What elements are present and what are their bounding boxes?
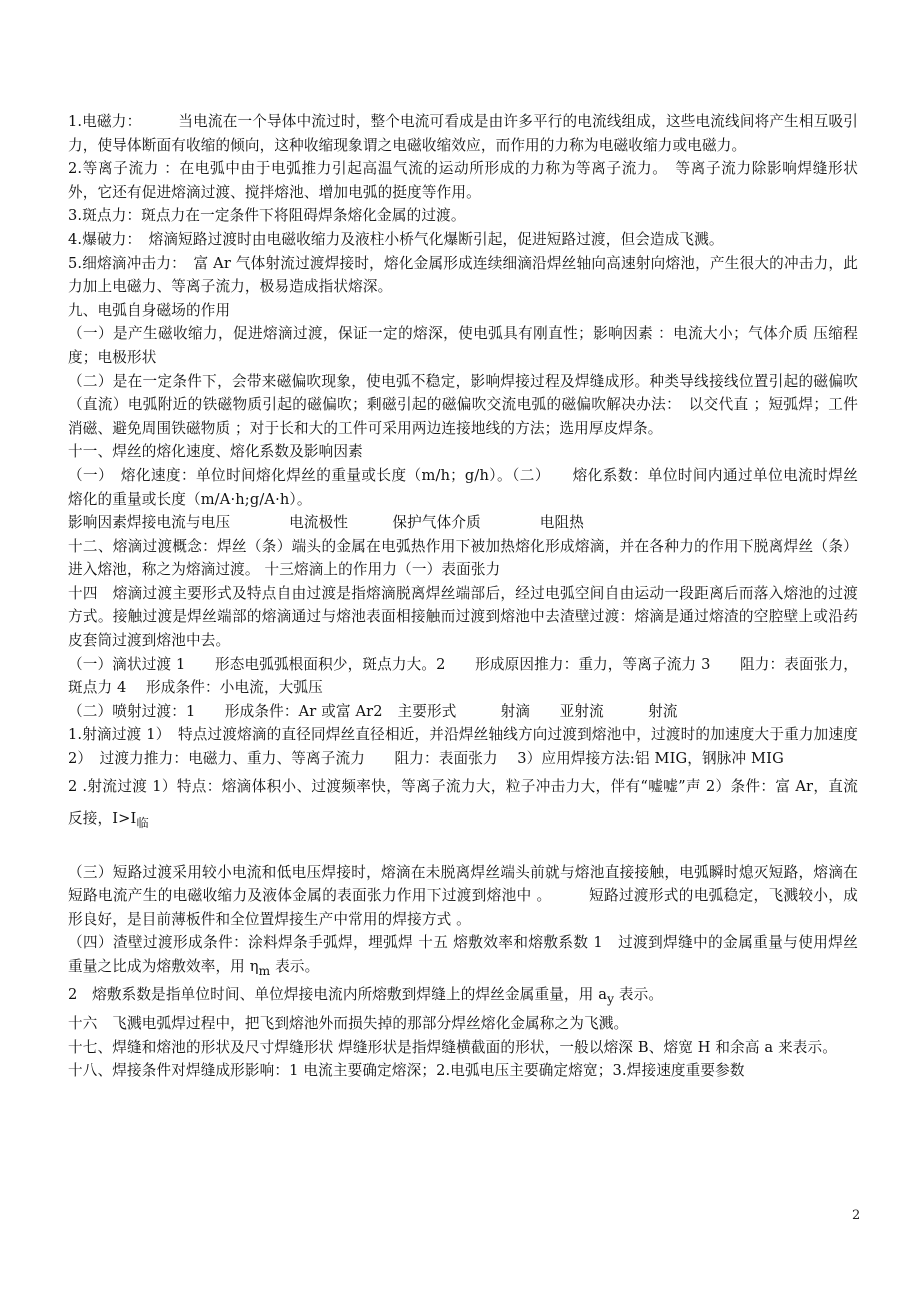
paragraph-deposition-coefficient bbox=[68, 983, 858, 1012]
paragraph-explosive-force: 4.爆破力： 熔滴短路过渡时由电磁收缩力及液柱小桥气化爆断引起，促进短路过渡，但会造成飞溅。 bbox=[68, 230, 724, 248]
paragraph-section-12-13: 十二、熔滴过渡概念：焊丝（条）端头的金属在电弧热作用下被加热熔化形成熔滴，并在各种力的作用下脱离焊丝（条）进入熔池，称之为熔滴过渡。 十三熔滴上的作用力（一）表面张力 bbox=[68, 537, 858, 579]
paragraph-droplet-impact-force: 5.细熔滴冲击力： 富 Ar 气体射流过渡焊接时，熔化金属形成连续细滴沿焊丝轴向高速射向熔池，产生很大的冲击力，此力加上电磁力、等离子流力，极易造成指状熔深。 bbox=[68, 254, 858, 296]
paragraph-section-9-part-2: （二）是在一定条件下，会带来磁偏吹现象，使电弧不稳定，影响焊接过程及焊缝成形。种类导线接线位置引起的磁偏吹（直流）电弧附近的铁磁物质引起的磁偏吹；剩磁引起的磁偏吹交流电弧的磁偏吹解决办法： 以交代直 ；短弧焊；工件消磁、避免周围铁磁物质 ；对于长和大的工件可采用两边连接地线的方法；选用厚皮焊条。 bbox=[68, 372, 858, 437]
paragraph-spot-force: 3.斑点力：斑点力在一定条件下将阻碍焊条熔化金属的过渡。 bbox=[68, 207, 466, 225]
paragraph-projected-transfer: 1.射滴过渡 1） 特点过渡熔滴的直径同焊丝直径相近，并沿焊丝轴线方向过渡到熔池中，过渡时的加速度大于重力加速度 2） 过渡力推力：电磁力、重力、等离子流力 阻力：表面张力 3）应用焊接方法:铝 MIG，钢脉冲 MIG bbox=[68, 726, 858, 768]
paragraph-short-circuit-transfer: （三）短路过渡采用较小电流和低电压焊接时，熔滴在未脱离焊丝端头前就与熔池直接接触，电弧瞬时熄灭短路，熔滴在短路电流产生的电磁收缩力及液体金属的表面张力作用下过渡到熔池中 。 短路过渡形式的电弧稳定，飞溅较小，成形良好，是目前薄板件和全位置焊接生产中常用的焊接方式 。 bbox=[68, 863, 858, 928]
slag-wall-tail: 表示。 bbox=[270, 957, 320, 975]
paragraph-plasma-flow-force: 2.等离子流力 ：在电弧中由于电弧推力引起高温气流的运动所形成的力称为等离子流力。 等离子流力除影响焊缝形状外，它还有促进熔滴过渡、搅拌熔池、增加电弧的挺度等作用。 bbox=[68, 160, 858, 201]
paragraph-section-14: 十四 熔滴过渡主要形式及特点自由过渡是指熔滴脱离焊丝端部后，经过电弧空间自由运动一段距离后而落入熔池的过渡方式。接触过渡是焊丝端部的熔滴通过与熔池表面相接触而过渡到熔池中去渣壁过渡：熔滴是通过熔渣的空腔壁上或沿药皮套筒过渡到熔池中去。 bbox=[68, 584, 858, 650]
paragraph-spray-transfer: （二）喷射过渡：1 形成条件：Ar 或富 Ar2 主要形式 射滴 亚射流 射流 bbox=[68, 702, 678, 720]
page-number: 2 bbox=[852, 1208, 861, 1223]
paragraph-section-17: 十七、焊缝和熔池的形状及尺寸焊缝形状 焊缝形状是指焊缝横截面的形状，一般以熔深 B、熔宽 H 和余高 a 来表示。 bbox=[68, 1038, 838, 1056]
paragraph-section-9-part-1: （一）是产生磁收缩力，促进熔滴过渡，保证一定的熔深，使电弧具有刚直性；影响因素 ：电流大小；气体介质 压缩程度；电极形状 bbox=[68, 325, 858, 366]
paragraph-globular-transfer: （一）滴状过渡 1 形态电弧弧根面积少，斑点力大。2 形成原因推力：重力，等离子流力 3 阻力：表面张力，斑点力 4 形成条件：小电流，大弧压 bbox=[68, 655, 858, 697]
critical-current-subscript: 临 bbox=[136, 815, 149, 830]
deposition-tail: 表示。 bbox=[614, 986, 664, 1004]
document-body bbox=[68, 110, 858, 1083]
paragraph-slag-wall-transfer bbox=[68, 931, 858, 983]
heading-section-11: 十一、焊丝的熔化速度、熔化系数及影响因素 bbox=[68, 443, 363, 461]
heading-section-9: 九、电弧自身磁场的作用 bbox=[68, 301, 231, 319]
paragraph-electromagnetic-force: 1.电磁力： 当电流在一个导体中流过时，整个电流可看成是由许多平行的电流线组成，这些电流线间将产生相互吸引力，使导体断面有收缩的倾向，这种收缩现象谓之电磁收缩效应，而作用的力称为电磁收缩力或电磁力。 bbox=[68, 113, 858, 154]
slag-wall-text: （四）渣壁过渡形成条件：涂料焊条手弧焊，埋弧焊 十五 熔敷效率和熔敷系数 1 过渡到焊缝中的金属重量与使用焊丝重量之比成为熔敷效率，用 η bbox=[68, 934, 858, 975]
streaming-transfer-text: 2 .射流过渡 1）特点：熔滴体积小、过渡频率快，等离子流力大，粒子冲击力大，伴有“嘘嘘”声 2）条件：富 Ar，直流反接，I>I bbox=[68, 777, 858, 827]
paragraph-melting-rate: （一） 熔化速度：单位时间熔化焊丝的重量或长度（m/h；g/h）。（二） 熔化系数：单位时间内通过单位电流时焊丝熔化的重量或长度（m/A·h;g/A·h）。 bbox=[68, 466, 858, 508]
paragraph-section-18: 十八、焊接条件对焊缝成形影响：1 电流主要确定熔深；2.电弧电压主要确定熔宽；3.焊接速度重要参数 bbox=[68, 1062, 745, 1080]
paragraph-streaming-transfer bbox=[68, 771, 858, 839]
paragraph-section-16: 十六 飞溅电弧焊过程中，把飞到熔池外而损失掉的那部分焊丝熔化金属称之为飞溅。 bbox=[68, 1014, 629, 1032]
deposition-text: 2 熔敷系数是指单位时间、单位焊接电流内所熔敷到焊缝上的焊丝金属重量，用 a bbox=[68, 986, 608, 1004]
paragraph-influence-factors: 影响因素焊接电流与电压 电流极性 保护气体介质 电阻热 bbox=[68, 514, 585, 532]
paragraph-gap bbox=[68, 839, 858, 861]
eta-m-subscript: m bbox=[258, 963, 271, 978]
a-y-subscript: y bbox=[607, 992, 615, 1007]
